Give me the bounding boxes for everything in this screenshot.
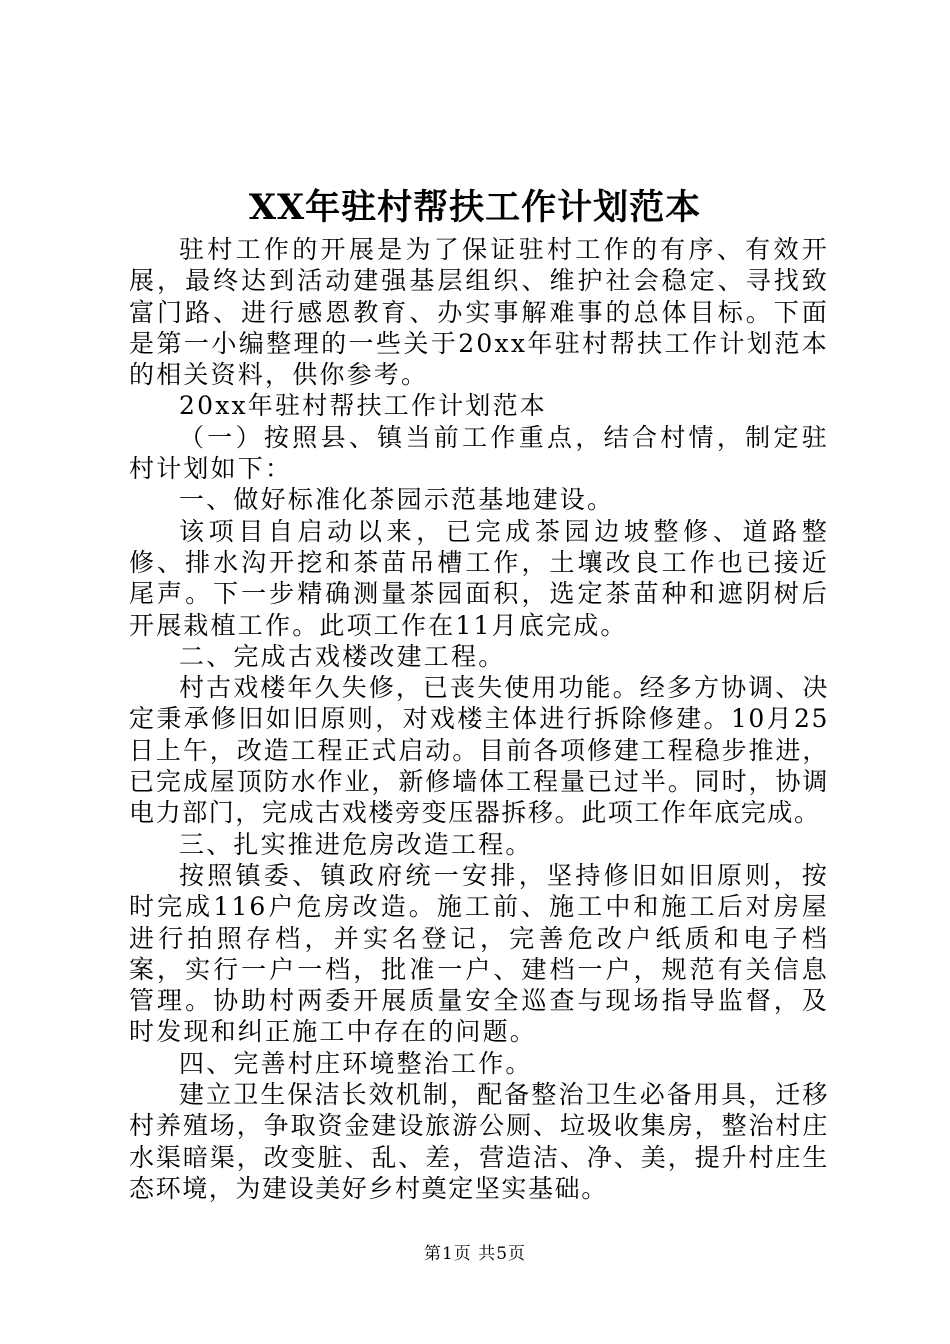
section-heading-4: 四、完善村庄环境整治工作。 <box>179 1048 533 1078</box>
paragraph-section-2: 村古戏楼年久失修，已丧失使用功能。经多方协调、决定秉承修旧如旧原则，对戏楼主体进行拆除修建。10月25日上午，改造工程正式启动。目前各项修建工程稳步推进，已完成屋顶防水作业，新修墙体工程量已过半。同时，协调电力部门，完成古戏楼旁变压器拆移。此项工作年底完成。 <box>129 673 829 828</box>
paragraph-intro: 驻村工作的开展是为了保证驻村工作的有序、有效开展，最终达到活动建强基层组织、维护社会稳定、寻找致富门路、进行感恩教育、办实事解难事的总体目标。下面是第一小编整理的一些关于20xx年驻村帮扶工作计划范本的相关资料，供你参考。 <box>129 235 829 390</box>
paragraph-section-4: 建立卫生保洁长效机制，配备整治卫生必备用具，迁移村养殖场，争取资金建设旅游公厕、垃圾收集房，整治村庄水渠暗渠，改变脏、乱、差，营造洁、净、美，提升村庄生态环境，为建设美好乡村奠定坚实基础。 <box>129 1080 829 1203</box>
paragraph-section-3: 按照镇委、镇政府统一安排，坚持修旧如旧原则，按时完成116户危房改造。施工前、施工中和施工后对房屋进行拍照存档，并实名登记，完善危改户纸质和电子档案，实行一户一档，批准一户、建档一户，规范有关信息管理。协助村两委开展质量安全巡查与现场指导监督，及时发现和纠正施工中存在的问题。 <box>129 860 829 1047</box>
section-heading-2: 二、完成古戏楼改建工程。 <box>179 641 506 671</box>
section-heading-3: 三、扎实推进危房改造工程。 <box>179 829 533 859</box>
page-number-footer: 第1页 共5页 <box>423 1244 527 1264</box>
paragraph-plan-intro: （一）按照县、镇当前工作重点，结合村情，制定驻村计划如下： <box>129 422 829 484</box>
paragraph-subtitle: 20xx年驻村帮扶工作计划范本 <box>179 391 548 421</box>
document-title: XX年驻村帮扶工作计划范本 <box>248 187 702 228</box>
paragraph-section-1: 该项目自启动以来，已完成茶园边坡整修、道路整修、排水沟开挖和茶苗吊槽工作，土壤改良工作也已接近尾声。下一步精确测量茶园面积，选定茶苗种和遮阴树后开展栽植工作。此项工作在11月底完成。 <box>129 516 829 640</box>
section-heading-1: 一、做好标准化茶园示范基地建设。 <box>179 485 615 515</box>
document-body <box>129 234 829 1204</box>
